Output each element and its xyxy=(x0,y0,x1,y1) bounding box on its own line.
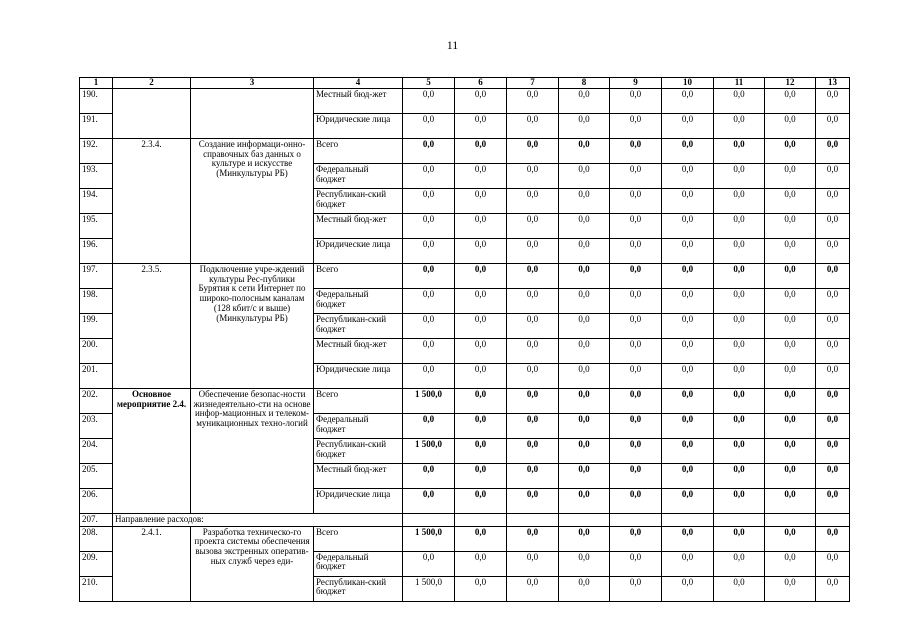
value-cell: 0,0 xyxy=(714,164,765,189)
value-cell: 0,0 xyxy=(662,414,714,439)
value-cell: 0,0 xyxy=(765,314,816,339)
value-cell: 0,0 xyxy=(765,139,816,164)
value-cell: 0,0 xyxy=(455,526,507,551)
value-cell: 0,0 xyxy=(455,164,507,189)
funding-source: Юридические лица xyxy=(314,489,403,514)
value-cell: 0,0 xyxy=(455,264,507,289)
value-cell: 0,0 xyxy=(816,164,850,189)
value-cell: 0,0 xyxy=(765,364,816,389)
column-header: 8 xyxy=(559,78,610,89)
measure-code xyxy=(113,89,191,139)
value-cell: 1 500,0 xyxy=(403,389,455,414)
row-number: 206. xyxy=(80,489,113,514)
value-cell: 0,0 xyxy=(610,264,662,289)
value-cell: 0,0 xyxy=(610,439,662,464)
value-cell: 0,0 xyxy=(610,89,662,114)
funding-source: Юридические лица xyxy=(314,364,403,389)
value-cell: 0,0 xyxy=(765,339,816,364)
value-cell: 0,0 xyxy=(765,239,816,264)
row-number: 208. xyxy=(80,526,113,551)
row-number: 210. xyxy=(80,576,113,601)
value-cell: 0,0 xyxy=(816,389,850,414)
value-cell: 0,0 xyxy=(816,314,850,339)
value-cell: 0,0 xyxy=(610,489,662,514)
value-cell: 0,0 xyxy=(662,89,714,114)
value-cell: 0,0 xyxy=(559,464,610,489)
value-cell: 0,0 xyxy=(816,114,850,139)
value-cell: 0,0 xyxy=(507,439,559,464)
value-cell: 0,0 xyxy=(559,214,610,239)
value-cell: 0,0 xyxy=(507,214,559,239)
value-cell: 0,0 xyxy=(455,239,507,264)
value-cell: 0,0 xyxy=(662,489,714,514)
value-cell: 0,0 xyxy=(662,339,714,364)
value-cell: 1 500,0 xyxy=(403,526,455,551)
value-cell: 0,0 xyxy=(559,389,610,414)
row-number: 199. xyxy=(80,314,113,339)
column-header: 11 xyxy=(714,78,765,89)
empty-cell xyxy=(403,514,455,527)
table-body xyxy=(80,89,850,602)
value-cell: 0,0 xyxy=(559,576,610,601)
value-cell: 0,0 xyxy=(610,214,662,239)
value-cell: 0,0 xyxy=(714,339,765,364)
value-cell: 0,0 xyxy=(455,289,507,314)
column-header: 2 xyxy=(113,78,191,89)
value-cell: 0,0 xyxy=(610,364,662,389)
column-header: 1 xyxy=(80,78,113,89)
measure-code: 2.3.4. xyxy=(113,139,191,264)
value-cell: 0,0 xyxy=(662,139,714,164)
column-header: 12 xyxy=(765,78,816,89)
value-cell: 0,0 xyxy=(816,414,850,439)
value-cell: 0,0 xyxy=(507,314,559,339)
value-cell: 0,0 xyxy=(610,289,662,314)
table-row xyxy=(80,89,850,114)
value-cell: 0,0 xyxy=(765,264,816,289)
value-cell: 0,0 xyxy=(816,89,850,114)
value-cell: 0,0 xyxy=(765,164,816,189)
value-cell: 0,0 xyxy=(816,214,850,239)
funding-source: Юридические лица xyxy=(314,114,403,139)
row-number: 192. xyxy=(80,139,113,164)
value-cell: 0,0 xyxy=(507,264,559,289)
value-cell: 0,0 xyxy=(403,264,455,289)
value-cell: 0,0 xyxy=(559,189,610,214)
value-cell: 0,0 xyxy=(403,314,455,339)
value-cell: 0,0 xyxy=(507,414,559,439)
value-cell: 0,0 xyxy=(816,339,850,364)
value-cell: 0,0 xyxy=(507,114,559,139)
measure-name: Обеспечение безопас-ности жизнедеятельно-сти на основе инфор-мационных и телеком-муникационных техно-логий xyxy=(191,389,314,514)
value-cell: 0,0 xyxy=(610,389,662,414)
row-number: 190. xyxy=(80,89,113,114)
row-number: 205. xyxy=(80,464,113,489)
table-row xyxy=(80,526,850,551)
column-header: 10 xyxy=(662,78,714,89)
funding-source: Федеральный бюджет xyxy=(314,414,403,439)
column-header: 13 xyxy=(816,78,850,89)
value-cell: 0,0 xyxy=(816,489,850,514)
value-cell: 0,0 xyxy=(765,526,816,551)
value-cell: 0,0 xyxy=(610,139,662,164)
value-cell: 0,0 xyxy=(610,164,662,189)
value-cell: 0,0 xyxy=(455,89,507,114)
value-cell: 0,0 xyxy=(403,89,455,114)
direction-label: Направление расходов: xyxy=(113,514,403,527)
column-header: 5 xyxy=(403,78,455,89)
value-cell: 0,0 xyxy=(610,576,662,601)
row-number: 200. xyxy=(80,339,113,364)
value-cell: 0,0 xyxy=(816,239,850,264)
funding-source: Республикан-ский бюджет xyxy=(314,314,403,339)
value-cell: 0,0 xyxy=(455,489,507,514)
value-cell: 0,0 xyxy=(662,114,714,139)
empty-cell xyxy=(455,514,507,527)
value-cell: 0,0 xyxy=(816,464,850,489)
value-cell: 0,0 xyxy=(559,114,610,139)
table-row xyxy=(80,514,850,527)
funding-source: Всего xyxy=(314,264,403,289)
value-cell: 0,0 xyxy=(507,551,559,576)
value-cell: 0,0 xyxy=(610,526,662,551)
value-cell: 0,0 xyxy=(403,114,455,139)
row-number: 194. xyxy=(80,189,113,214)
column-header: 6 xyxy=(455,78,507,89)
row-number: 198. xyxy=(80,289,113,314)
row-number: 203. xyxy=(80,414,113,439)
empty-cell xyxy=(662,514,714,527)
budget-table xyxy=(79,77,850,602)
measure-name: Разработка техническо-го проекта системы обеспечения вызова экстренных оператив-ных служб через еди- xyxy=(191,526,314,601)
funding-source: Федеральный бюджет xyxy=(314,289,403,314)
value-cell: 0,0 xyxy=(714,264,765,289)
value-cell: 0,0 xyxy=(507,89,559,114)
measure-code: 2.3.5. xyxy=(113,264,191,389)
value-cell: 0,0 xyxy=(714,89,765,114)
value-cell: 0,0 xyxy=(403,464,455,489)
value-cell: 0,0 xyxy=(816,439,850,464)
column-header: 4 xyxy=(314,78,403,89)
value-cell: 0,0 xyxy=(714,414,765,439)
value-cell: 0,0 xyxy=(765,489,816,514)
value-cell: 0,0 xyxy=(714,239,765,264)
value-cell: 0,0 xyxy=(507,489,559,514)
value-cell: 0,0 xyxy=(765,89,816,114)
value-cell: 0,0 xyxy=(610,114,662,139)
value-cell: 0,0 xyxy=(816,264,850,289)
value-cell: 0,0 xyxy=(765,414,816,439)
value-cell: 0,0 xyxy=(455,414,507,439)
value-cell: 0,0 xyxy=(816,189,850,214)
value-cell: 0,0 xyxy=(662,576,714,601)
value-cell: 0,0 xyxy=(507,364,559,389)
value-cell: 0,0 xyxy=(714,114,765,139)
value-cell: 0,0 xyxy=(559,239,610,264)
empty-cell xyxy=(765,514,816,527)
value-cell: 0,0 xyxy=(507,576,559,601)
funding-source: Местный бюд-жет xyxy=(314,464,403,489)
value-cell: 0,0 xyxy=(816,551,850,576)
value-cell: 0,0 xyxy=(714,139,765,164)
empty-cell xyxy=(714,514,765,527)
funding-source: Федеральный бюджет xyxy=(314,551,403,576)
value-cell: 0,0 xyxy=(662,239,714,264)
value-cell: 0,0 xyxy=(507,164,559,189)
value-cell: 0,0 xyxy=(765,439,816,464)
value-cell: 0,0 xyxy=(662,214,714,239)
row-number: 204. xyxy=(80,439,113,464)
value-cell: 0,0 xyxy=(610,314,662,339)
page-number: 11 xyxy=(446,38,459,52)
value-cell: 0,0 xyxy=(559,314,610,339)
value-cell: 0,0 xyxy=(403,164,455,189)
funding-source: Всего xyxy=(314,139,403,164)
value-cell: 0,0 xyxy=(662,526,714,551)
value-cell: 0,0 xyxy=(662,264,714,289)
funding-source: Республикан-ский бюджет xyxy=(314,189,403,214)
value-cell: 0,0 xyxy=(662,551,714,576)
value-cell: 0,0 xyxy=(610,551,662,576)
row-number: 196. xyxy=(80,239,113,264)
row-number: 207. xyxy=(80,514,113,527)
value-cell: 0,0 xyxy=(765,464,816,489)
value-cell: 0,0 xyxy=(403,289,455,314)
value-cell: 0,0 xyxy=(559,551,610,576)
measure-name: Создание информаци-онно-справочных баз данных о культуре и искусстве (Минкультуры РБ) xyxy=(191,139,314,264)
column-header: 3 xyxy=(191,78,314,89)
value-cell: 0,0 xyxy=(403,364,455,389)
value-cell: 0,0 xyxy=(714,364,765,389)
value-cell: 0,0 xyxy=(816,289,850,314)
value-cell: 0,0 xyxy=(662,364,714,389)
value-cell: 0,0 xyxy=(507,339,559,364)
value-cell: 0,0 xyxy=(714,551,765,576)
value-cell: 1 500,0 xyxy=(403,439,455,464)
value-cell: 0,0 xyxy=(610,239,662,264)
value-cell: 0,0 xyxy=(714,489,765,514)
value-cell: 0,0 xyxy=(507,189,559,214)
value-cell: 0,0 xyxy=(714,289,765,314)
value-cell: 0,0 xyxy=(610,339,662,364)
value-cell: 0,0 xyxy=(559,339,610,364)
value-cell: 0,0 xyxy=(662,464,714,489)
value-cell: 0,0 xyxy=(507,464,559,489)
value-cell: 0,0 xyxy=(403,139,455,164)
value-cell: 0,0 xyxy=(559,489,610,514)
value-cell: 0,0 xyxy=(403,339,455,364)
column-header: 9 xyxy=(610,78,662,89)
value-cell: 0,0 xyxy=(455,364,507,389)
value-cell: 0,0 xyxy=(662,164,714,189)
row-number: 209. xyxy=(80,551,113,576)
value-cell: 0,0 xyxy=(507,526,559,551)
value-cell: 0,0 xyxy=(765,214,816,239)
empty-cell xyxy=(816,514,850,527)
value-cell: 0,0 xyxy=(765,189,816,214)
value-cell: 0,0 xyxy=(403,414,455,439)
value-cell: 0,0 xyxy=(403,214,455,239)
value-cell: 0,0 xyxy=(559,364,610,389)
value-cell: 0,0 xyxy=(455,464,507,489)
table-row xyxy=(80,389,850,414)
row-number: 202. xyxy=(80,389,113,414)
value-cell: 0,0 xyxy=(816,576,850,601)
value-cell: 0,0 xyxy=(816,139,850,164)
value-cell: 0,0 xyxy=(455,139,507,164)
funding-source: Республикан-ский бюджет xyxy=(314,439,403,464)
value-cell: 0,0 xyxy=(610,414,662,439)
value-cell: 0,0 xyxy=(455,189,507,214)
funding-source: Республикан-ский бюджет xyxy=(314,576,403,601)
value-cell: 0,0 xyxy=(610,189,662,214)
value-cell: 0,0 xyxy=(507,239,559,264)
funding-source: Местный бюд-жет xyxy=(314,214,403,239)
value-cell: 0,0 xyxy=(714,389,765,414)
header-row xyxy=(80,78,850,89)
row-number: 193. xyxy=(80,164,113,189)
table-row xyxy=(80,264,850,289)
funding-source: Юридические лица xyxy=(314,239,403,264)
empty-cell xyxy=(507,514,559,527)
value-cell: 0,0 xyxy=(714,464,765,489)
funding-source: Местный бюд-жет xyxy=(314,89,403,114)
value-cell: 0,0 xyxy=(714,314,765,339)
value-cell: 0,0 xyxy=(765,114,816,139)
column-header: 7 xyxy=(507,78,559,89)
value-cell: 0,0 xyxy=(662,389,714,414)
value-cell: 0,0 xyxy=(559,89,610,114)
value-cell: 0,0 xyxy=(662,189,714,214)
funding-source: Всего xyxy=(314,389,403,414)
value-cell: 0,0 xyxy=(507,139,559,164)
value-cell: 0,0 xyxy=(662,439,714,464)
value-cell: 0,0 xyxy=(559,526,610,551)
value-cell: 0,0 xyxy=(455,339,507,364)
value-cell: 1 500,0 xyxy=(403,576,455,601)
row-number: 201. xyxy=(80,364,113,389)
value-cell: 0,0 xyxy=(662,289,714,314)
value-cell: 0,0 xyxy=(765,389,816,414)
value-cell: 0,0 xyxy=(714,526,765,551)
measure-code: Основное мероприятие 2.4. xyxy=(113,389,191,514)
value-cell: 0,0 xyxy=(559,139,610,164)
funding-source: Федеральный бюджет xyxy=(314,164,403,189)
funding-source: Всего xyxy=(314,526,403,551)
row-number: 197. xyxy=(80,264,113,289)
value-cell: 0,0 xyxy=(816,364,850,389)
value-cell: 0,0 xyxy=(507,289,559,314)
value-cell: 0,0 xyxy=(610,464,662,489)
value-cell: 0,0 xyxy=(559,439,610,464)
value-cell: 0,0 xyxy=(507,389,559,414)
value-cell: 0,0 xyxy=(559,414,610,439)
measure-code: 2.4.1. xyxy=(113,526,191,601)
value-cell: 0,0 xyxy=(559,264,610,289)
value-cell: 0,0 xyxy=(403,551,455,576)
empty-cell xyxy=(559,514,610,527)
value-cell: 0,0 xyxy=(455,576,507,601)
value-cell: 0,0 xyxy=(403,239,455,264)
value-cell: 0,0 xyxy=(714,189,765,214)
row-number: 191. xyxy=(80,114,113,139)
value-cell: 0,0 xyxy=(714,576,765,601)
value-cell: 0,0 xyxy=(455,114,507,139)
value-cell: 0,0 xyxy=(662,314,714,339)
value-cell: 0,0 xyxy=(455,314,507,339)
row-number: 195. xyxy=(80,214,113,239)
table-row xyxy=(80,139,850,164)
funding-source: Местный бюд-жет xyxy=(314,339,403,364)
value-cell: 0,0 xyxy=(455,214,507,239)
value-cell: 0,0 xyxy=(455,439,507,464)
value-cell: 0,0 xyxy=(455,389,507,414)
value-cell: 0,0 xyxy=(765,551,816,576)
value-cell: 0,0 xyxy=(403,489,455,514)
value-cell: 0,0 xyxy=(765,289,816,314)
empty-cell xyxy=(610,514,662,527)
value-cell: 0,0 xyxy=(714,439,765,464)
measure-name: Подключение учре-ждений культуры Рес-публики Бурятия к сети Интернет по широко-полосным каналам (128 кбит/с и выше) (Минкультуры РБ) xyxy=(191,264,314,389)
value-cell: 0,0 xyxy=(403,189,455,214)
value-cell: 0,0 xyxy=(765,576,816,601)
value-cell: 0,0 xyxy=(455,551,507,576)
value-cell: 0,0 xyxy=(559,289,610,314)
value-cell: 0,0 xyxy=(714,214,765,239)
value-cell: 0,0 xyxy=(559,164,610,189)
measure-name xyxy=(191,89,314,139)
value-cell: 0,0 xyxy=(816,526,850,551)
